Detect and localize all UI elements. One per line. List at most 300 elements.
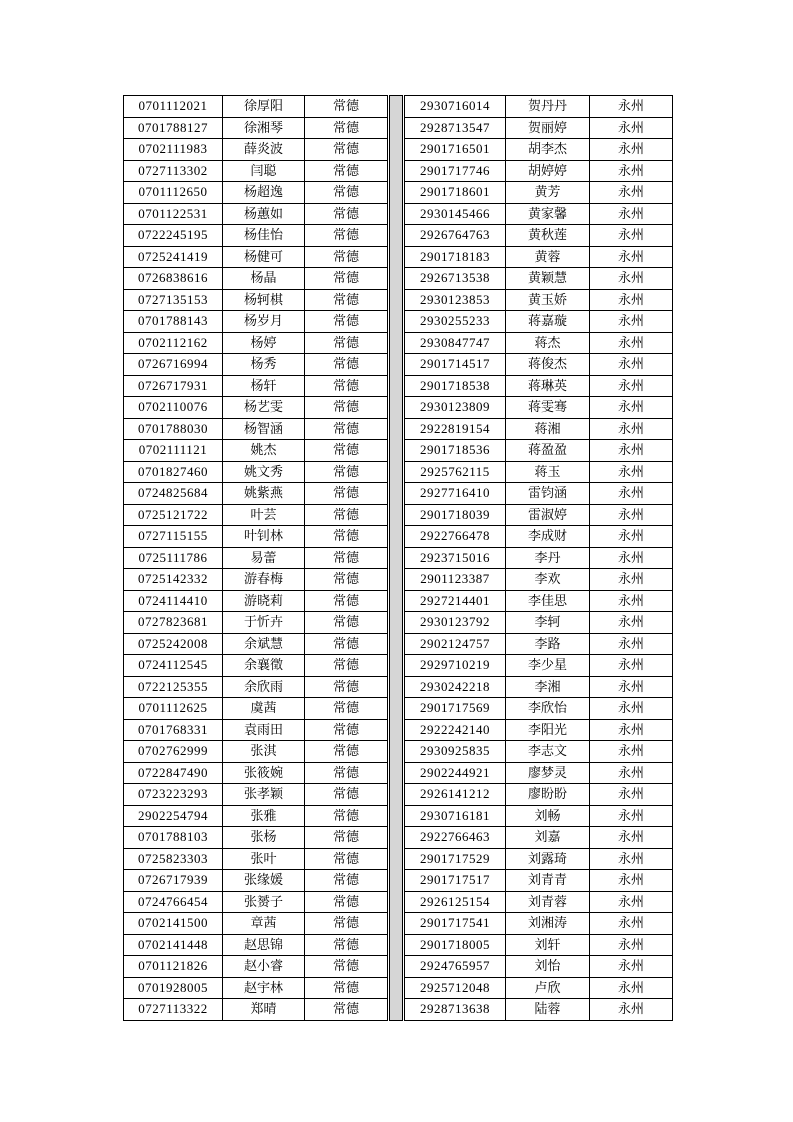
name-cell: 赵思锦 [223, 934, 305, 956]
id-cell: 2930145466 [405, 203, 506, 225]
name-cell: 杨轲棋 [223, 289, 305, 311]
city-cell: 常德 [305, 934, 388, 956]
city-cell: 永州 [590, 139, 673, 161]
table-row [405, 375, 673, 397]
name-cell: 刘畅 [506, 805, 590, 827]
id-cell: 0725121722 [124, 504, 223, 526]
city-cell: 永州 [590, 698, 673, 720]
table-row [405, 354, 673, 376]
name-cell: 蒋杰 [506, 332, 590, 354]
city-cell: 永州 [590, 590, 673, 612]
name-cell: 李丹 [506, 547, 590, 569]
id-cell: 2901714517 [405, 354, 506, 376]
city-cell: 常德 [305, 182, 388, 204]
city-cell: 永州 [590, 569, 673, 591]
name-cell: 李湘 [506, 676, 590, 698]
table-row [124, 741, 388, 763]
id-cell: 2901717517 [405, 870, 506, 892]
id-cell: 2901717569 [405, 698, 506, 720]
id-cell: 0701112650 [124, 182, 223, 204]
id-cell: 0701121826 [124, 956, 223, 978]
id-cell: 2930847747 [405, 332, 506, 354]
id-cell: 2901123387 [405, 569, 506, 591]
table-row [124, 117, 388, 139]
roster-tables [123, 95, 673, 1021]
table-row [124, 504, 388, 526]
name-cell: 胡李杰 [506, 139, 590, 161]
table-row [124, 225, 388, 247]
city-cell: 永州 [590, 913, 673, 935]
table-row [405, 569, 673, 591]
city-cell: 常德 [305, 762, 388, 784]
name-cell: 黄颖慧 [506, 268, 590, 290]
id-cell: 2930255233 [405, 311, 506, 333]
name-cell: 姚文秀 [223, 461, 305, 483]
id-cell: 2901718005 [405, 934, 506, 956]
table-row [124, 805, 388, 827]
city-cell: 常德 [305, 418, 388, 440]
name-cell: 蒋玉 [506, 461, 590, 483]
city-cell: 永州 [590, 547, 673, 569]
name-cell: 李路 [506, 633, 590, 655]
id-cell: 0701928005 [124, 977, 223, 999]
name-cell: 蒋湘 [506, 418, 590, 440]
table-row [124, 182, 388, 204]
table-row [124, 526, 388, 548]
table-row [124, 762, 388, 784]
table-row [405, 977, 673, 999]
name-cell: 李少星 [506, 655, 590, 677]
name-cell: 卢欣 [506, 977, 590, 999]
table-row [124, 139, 388, 161]
city-cell: 常德 [305, 590, 388, 612]
id-cell: 0702110076 [124, 397, 223, 419]
city-cell: 永州 [590, 827, 673, 849]
id-cell: 2926125154 [405, 891, 506, 913]
table-row [405, 289, 673, 311]
name-cell: 游晓莉 [223, 590, 305, 612]
name-cell: 杨智涵 [223, 418, 305, 440]
city-cell: 永州 [590, 483, 673, 505]
table-row [405, 934, 673, 956]
id-cell: 2930123792 [405, 612, 506, 634]
city-cell: 永州 [590, 934, 673, 956]
table-row [124, 719, 388, 741]
id-cell: 0725823303 [124, 848, 223, 870]
name-cell: 李欣怡 [506, 698, 590, 720]
id-cell: 2924765957 [405, 956, 506, 978]
table-row [405, 397, 673, 419]
name-cell: 李成财 [506, 526, 590, 548]
left-roster-body [124, 96, 388, 1021]
city-cell: 常德 [305, 977, 388, 999]
city-cell: 永州 [590, 956, 673, 978]
city-cell: 常德 [305, 311, 388, 333]
name-cell: 章茜 [223, 913, 305, 935]
table-row [405, 633, 673, 655]
right-roster-table [404, 95, 673, 1021]
name-cell: 叶芸 [223, 504, 305, 526]
name-cell: 黄家馨 [506, 203, 590, 225]
id-cell: 2927716410 [405, 483, 506, 505]
city-cell: 常德 [305, 461, 388, 483]
id-cell: 0702111983 [124, 139, 223, 161]
city-cell: 永州 [590, 676, 673, 698]
city-cell: 永州 [590, 289, 673, 311]
name-cell: 张赟子 [223, 891, 305, 913]
table-row [124, 676, 388, 698]
name-cell: 雷钧涵 [506, 483, 590, 505]
name-cell: 杨蕙如 [223, 203, 305, 225]
id-cell: 2929710219 [405, 655, 506, 677]
city-cell: 永州 [590, 225, 673, 247]
name-cell: 杨健可 [223, 246, 305, 268]
city-cell: 永州 [590, 633, 673, 655]
name-cell: 贺丽婷 [506, 117, 590, 139]
table-row [405, 655, 673, 677]
table-row [124, 655, 388, 677]
city-cell: 常德 [305, 526, 388, 548]
right-roster-body [405, 96, 673, 1021]
name-cell: 刘轩 [506, 934, 590, 956]
id-cell: 0726838616 [124, 268, 223, 290]
name-cell: 赵小睿 [223, 956, 305, 978]
name-cell: 刘湘涛 [506, 913, 590, 935]
name-cell: 余欣雨 [223, 676, 305, 698]
name-cell: 杨秀 [223, 354, 305, 376]
id-cell: 0701788127 [124, 117, 223, 139]
table-row [124, 698, 388, 720]
city-cell: 永州 [590, 397, 673, 419]
id-cell: 0702762999 [124, 741, 223, 763]
name-cell: 姚杰 [223, 440, 305, 462]
name-cell: 杨轩 [223, 375, 305, 397]
city-cell: 永州 [590, 870, 673, 892]
id-cell: 0727115155 [124, 526, 223, 548]
name-cell: 余襄徵 [223, 655, 305, 677]
id-cell: 0723223293 [124, 784, 223, 806]
id-cell: 0702141500 [124, 913, 223, 935]
city-cell: 常德 [305, 117, 388, 139]
name-cell: 叶钊林 [223, 526, 305, 548]
id-cell: 0724112545 [124, 655, 223, 677]
city-cell: 永州 [590, 741, 673, 763]
city-cell: 常德 [305, 139, 388, 161]
city-cell: 常德 [305, 289, 388, 311]
id-cell: 2901718536 [405, 440, 506, 462]
table-row [405, 848, 673, 870]
id-cell: 0702111121 [124, 440, 223, 462]
name-cell: 袁雨田 [223, 719, 305, 741]
id-cell: 2901718183 [405, 246, 506, 268]
id-cell: 2926764763 [405, 225, 506, 247]
id-cell: 0724825684 [124, 483, 223, 505]
id-cell: 2922819154 [405, 418, 506, 440]
id-cell: 0701112625 [124, 698, 223, 720]
name-cell: 黄秋莲 [506, 225, 590, 247]
id-cell: 2901718601 [405, 182, 506, 204]
id-cell: 2927214401 [405, 590, 506, 612]
name-cell: 杨岁月 [223, 311, 305, 333]
city-cell: 常德 [305, 655, 388, 677]
name-cell: 杨晶 [223, 268, 305, 290]
id-cell: 2930716014 [405, 96, 506, 118]
city-cell: 永州 [590, 612, 673, 634]
id-cell: 0727135153 [124, 289, 223, 311]
name-cell: 蒋琳英 [506, 375, 590, 397]
city-cell: 常德 [305, 246, 388, 268]
name-cell: 张孝颖 [223, 784, 305, 806]
city-cell: 常德 [305, 354, 388, 376]
name-cell: 徐湘琴 [223, 117, 305, 139]
name-cell: 刘青蓉 [506, 891, 590, 913]
id-cell: 2928713638 [405, 999, 506, 1021]
left-roster-table [123, 95, 388, 1021]
id-cell: 0701788143 [124, 311, 223, 333]
id-cell: 2902254794 [124, 805, 223, 827]
table-row [124, 483, 388, 505]
table-row [124, 870, 388, 892]
city-cell: 常德 [305, 719, 388, 741]
table-row [124, 397, 388, 419]
city-cell: 永州 [590, 504, 673, 526]
name-cell: 张叶 [223, 848, 305, 870]
table-row [124, 977, 388, 999]
id-cell: 2901718039 [405, 504, 506, 526]
table-row [405, 719, 673, 741]
city-cell: 常德 [305, 612, 388, 634]
id-cell: 2901718538 [405, 375, 506, 397]
name-cell: 张淇 [223, 741, 305, 763]
table-row [124, 96, 388, 118]
id-cell: 2926713538 [405, 268, 506, 290]
id-cell: 0701112021 [124, 96, 223, 118]
table-row [405, 526, 673, 548]
name-cell: 胡婷婷 [506, 160, 590, 182]
id-cell: 2922766463 [405, 827, 506, 849]
id-cell: 0725111786 [124, 547, 223, 569]
table-row [124, 354, 388, 376]
id-cell: 0727823681 [124, 612, 223, 634]
table-column-divider [389, 95, 403, 1021]
id-cell: 2901716501 [405, 139, 506, 161]
table-row [124, 913, 388, 935]
name-cell: 蒋嘉璇 [506, 311, 590, 333]
table-row [124, 848, 388, 870]
table-row [124, 332, 388, 354]
name-cell: 于忻卉 [223, 612, 305, 634]
table-row [124, 461, 388, 483]
name-cell: 薛炎波 [223, 139, 305, 161]
id-cell: 2930925835 [405, 741, 506, 763]
table-row [124, 547, 388, 569]
id-cell: 0701122531 [124, 203, 223, 225]
city-cell: 常德 [305, 268, 388, 290]
city-cell: 常德 [305, 741, 388, 763]
table-row [124, 311, 388, 333]
id-cell: 0724114410 [124, 590, 223, 612]
name-cell: 余斌慧 [223, 633, 305, 655]
city-cell: 常德 [305, 225, 388, 247]
table-row [405, 762, 673, 784]
table-row [124, 289, 388, 311]
city-cell: 永州 [590, 182, 673, 204]
table-row [405, 182, 673, 204]
city-cell: 常德 [305, 999, 388, 1021]
name-cell: 杨超逸 [223, 182, 305, 204]
id-cell: 2902124757 [405, 633, 506, 655]
table-row [405, 160, 673, 182]
name-cell: 蒋雯骞 [506, 397, 590, 419]
city-cell: 常德 [305, 569, 388, 591]
city-cell: 常德 [305, 440, 388, 462]
table-row [405, 96, 673, 118]
city-cell: 永州 [590, 762, 673, 784]
city-cell: 永州 [590, 268, 673, 290]
id-cell: 2928713547 [405, 117, 506, 139]
table-row [124, 418, 388, 440]
city-cell: 常德 [305, 870, 388, 892]
city-cell: 常德 [305, 160, 388, 182]
table-row [405, 203, 673, 225]
name-cell: 徐厚阳 [223, 96, 305, 118]
table-row [405, 418, 673, 440]
table-row [405, 891, 673, 913]
city-cell: 永州 [590, 655, 673, 677]
city-cell: 常德 [305, 633, 388, 655]
name-cell: 杨婷 [223, 332, 305, 354]
name-cell: 杨佳怡 [223, 225, 305, 247]
name-cell: 姚紫燕 [223, 483, 305, 505]
table-row [405, 676, 673, 698]
name-cell: 李欢 [506, 569, 590, 591]
id-cell: 2930716181 [405, 805, 506, 827]
name-cell: 游春梅 [223, 569, 305, 591]
id-cell: 0702141448 [124, 934, 223, 956]
id-cell: 0701827460 [124, 461, 223, 483]
city-cell: 永州 [590, 117, 673, 139]
city-cell: 常德 [305, 375, 388, 397]
id-cell: 2922242140 [405, 719, 506, 741]
name-cell: 黄玉娇 [506, 289, 590, 311]
city-cell: 常德 [305, 698, 388, 720]
id-cell: 0726717939 [124, 870, 223, 892]
id-cell: 0701768331 [124, 719, 223, 741]
city-cell: 常德 [305, 956, 388, 978]
name-cell: 赵宇林 [223, 977, 305, 999]
id-cell: 2925712048 [405, 977, 506, 999]
city-cell: 常德 [305, 827, 388, 849]
city-cell: 常德 [305, 203, 388, 225]
table-row [405, 590, 673, 612]
id-cell: 2901717529 [405, 848, 506, 870]
id-cell: 2923715016 [405, 547, 506, 569]
id-cell: 2922766478 [405, 526, 506, 548]
name-cell: 黄蓉 [506, 246, 590, 268]
city-cell: 永州 [590, 375, 673, 397]
id-cell: 2930123853 [405, 289, 506, 311]
name-cell: 陆蓉 [506, 999, 590, 1021]
table-row [405, 999, 673, 1021]
name-cell: 张缘媛 [223, 870, 305, 892]
city-cell: 永州 [590, 311, 673, 333]
table-row [405, 870, 673, 892]
table-row [124, 784, 388, 806]
city-cell: 常德 [305, 784, 388, 806]
table-row [405, 504, 673, 526]
name-cell: 张杨 [223, 827, 305, 849]
table-row [124, 440, 388, 462]
table-row [405, 246, 673, 268]
id-cell: 0725142332 [124, 569, 223, 591]
id-cell: 2902244921 [405, 762, 506, 784]
name-cell: 郑晴 [223, 999, 305, 1021]
table-row [124, 590, 388, 612]
id-cell: 0727113322 [124, 999, 223, 1021]
name-cell: 刘露琦 [506, 848, 590, 870]
table-row [405, 784, 673, 806]
city-cell: 永州 [590, 719, 673, 741]
id-cell: 0701788030 [124, 418, 223, 440]
name-cell: 张雅 [223, 805, 305, 827]
name-cell: 闫聪 [223, 160, 305, 182]
id-cell: 0702112162 [124, 332, 223, 354]
id-cell: 0725241419 [124, 246, 223, 268]
city-cell: 常德 [305, 332, 388, 354]
name-cell: 张筱婉 [223, 762, 305, 784]
table-row [405, 741, 673, 763]
name-cell: 易蕾 [223, 547, 305, 569]
table-row [405, 956, 673, 978]
table-row [405, 913, 673, 935]
id-cell: 0701788103 [124, 827, 223, 849]
name-cell: 贺丹丹 [506, 96, 590, 118]
table-row [405, 547, 673, 569]
city-cell: 永州 [590, 440, 673, 462]
table-row [405, 268, 673, 290]
id-cell: 0722125355 [124, 676, 223, 698]
city-cell: 永州 [590, 977, 673, 999]
name-cell: 刘嘉 [506, 827, 590, 849]
city-cell: 常德 [305, 676, 388, 698]
id-cell: 0722847490 [124, 762, 223, 784]
city-cell: 常德 [305, 848, 388, 870]
city-cell: 永州 [590, 999, 673, 1021]
table-row [124, 827, 388, 849]
table-row [124, 934, 388, 956]
city-cell: 永州 [590, 891, 673, 913]
id-cell: 2901717541 [405, 913, 506, 935]
table-row [124, 612, 388, 634]
city-cell: 永州 [590, 332, 673, 354]
city-cell: 常德 [305, 397, 388, 419]
city-cell: 常德 [305, 504, 388, 526]
id-cell: 2926141212 [405, 784, 506, 806]
name-cell: 黄芳 [506, 182, 590, 204]
city-cell: 永州 [590, 805, 673, 827]
city-cell: 常德 [305, 805, 388, 827]
city-cell: 常德 [305, 547, 388, 569]
table-row [405, 225, 673, 247]
table-row [124, 268, 388, 290]
table-row [124, 891, 388, 913]
table-row [124, 999, 388, 1021]
name-cell: 刘怡 [506, 956, 590, 978]
table-row [405, 698, 673, 720]
city-cell: 永州 [590, 96, 673, 118]
city-cell: 常德 [305, 483, 388, 505]
name-cell: 李阳光 [506, 719, 590, 741]
